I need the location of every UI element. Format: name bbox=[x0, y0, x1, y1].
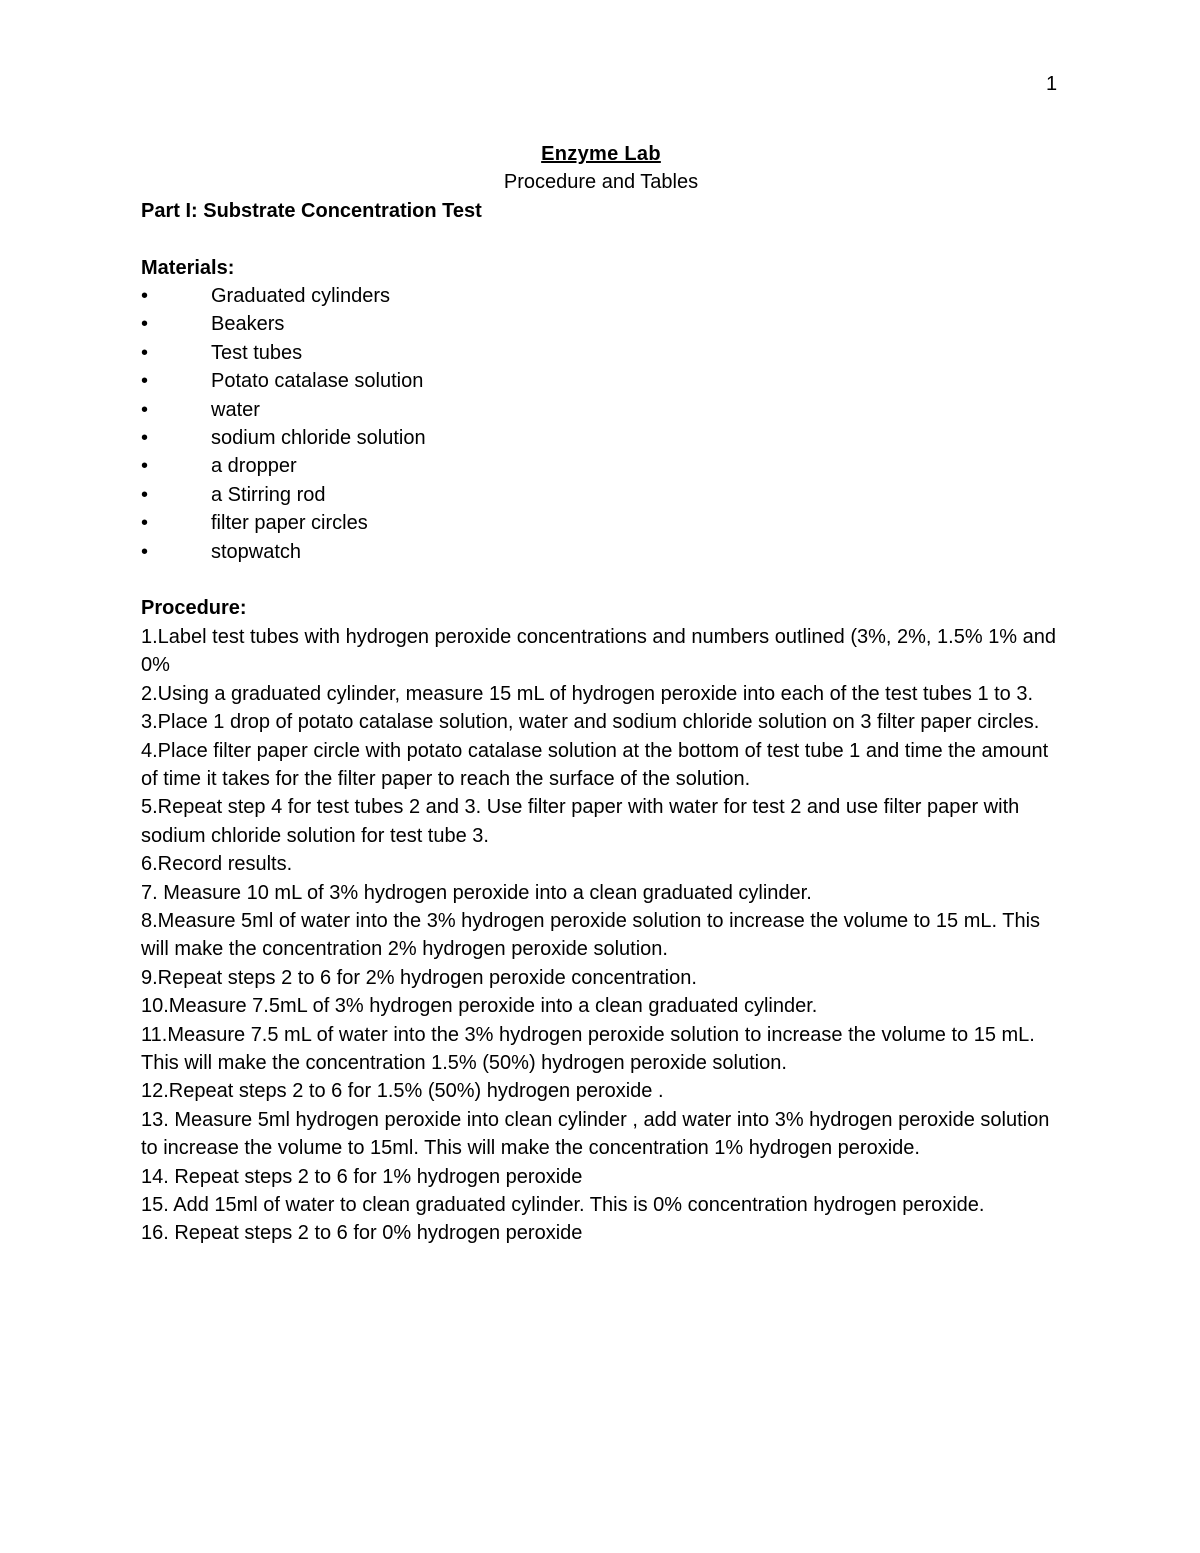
procedure-step: 1.Label test tubes with hydrogen peroxide concentrations and numbers outlined (3%, 2%, 1.5% 1% and 0% bbox=[141, 625, 1057, 677]
list-item bbox=[141, 538, 1061, 566]
document-title: Enzyme Lab bbox=[541, 143, 661, 165]
procedure-step: 12.Repeat steps 2 to 6 for 1.5% (50%) hydrogen peroxide . bbox=[141, 1080, 664, 1103]
document-subtitle: Procedure and Tables bbox=[503, 171, 699, 194]
bullet-icon: • bbox=[141, 483, 149, 506]
material-text: stopwatch bbox=[211, 540, 302, 563]
page-number: 1 bbox=[1046, 73, 1058, 95]
part-heading: Part I: Substrate Concentration Test bbox=[141, 199, 482, 222]
procedure-step: 9.Repeat steps 2 to 6 for 2% hydrogen peroxide concentration. bbox=[141, 966, 697, 989]
list-item bbox=[141, 509, 1061, 537]
document-body bbox=[141, 140, 1061, 1248]
bullet-icon: • bbox=[141, 512, 149, 535]
procedure-step: 6.Record results. bbox=[141, 853, 293, 876]
list-item bbox=[141, 282, 1061, 310]
procedure-heading: Procedure: bbox=[141, 597, 247, 620]
list-item bbox=[141, 396, 1061, 424]
bullet-icon: • bbox=[141, 427, 149, 450]
procedure-step: 5.Repeat step 4 for test tubes 2 and 3. Use filter paper with water for test 2 and use filter paper with sodium chloride solution for test tube 3. bbox=[141, 796, 1020, 847]
materials-list bbox=[141, 282, 1061, 566]
material-text: Potato catalase solution bbox=[211, 370, 424, 393]
list-item bbox=[141, 452, 1061, 480]
list-item bbox=[141, 424, 1061, 452]
list-item bbox=[141, 367, 1061, 395]
bullet-icon: • bbox=[141, 285, 149, 308]
bullet-icon: • bbox=[141, 540, 149, 563]
materials-heading: Materials: bbox=[141, 256, 235, 279]
procedure-step: 16. Repeat steps 2 to 6 for 0% hydrogen peroxide bbox=[141, 1222, 583, 1245]
material-text: sodium chloride solution bbox=[211, 427, 426, 450]
list-item bbox=[141, 339, 1061, 367]
procedure-list bbox=[141, 623, 1061, 1248]
material-text: a Stirring rod bbox=[211, 483, 326, 506]
bullet-icon: • bbox=[141, 313, 149, 336]
material-text: Graduated cylinders bbox=[211, 285, 390, 308]
procedure-step: 11.Measure 7.5 mL of water into the 3% hydrogen peroxide solution to increase the volume to 15 mL. This will make the concentration 1.5% (50%) hydrogen peroxide solution. bbox=[141, 1023, 1035, 1074]
procedure-step: 8.Measure 5ml of water into the 3% hydrogen peroxide solution to increase the volume to 15 mL. This will make the concentration 2% hydrogen peroxide solution. bbox=[141, 909, 1041, 961]
material-text: Test tubes bbox=[211, 341, 303, 364]
bullet-icon: • bbox=[141, 370, 149, 393]
bullet-icon: • bbox=[141, 398, 149, 421]
procedure-step: 13. Measure 5ml hydrogen peroxide into clean cylinder , add water into 3% hydrogen peroxide solution to increase the volume to 15ml. This will make the concentration 1% hydrogen peroxide. bbox=[141, 1108, 1050, 1160]
procedure-step: 4.Place filter paper circle with potato catalase solution at the bottom of test tube 1 and time the amount of time it takes for the filter paper to reach the surface of the solution. bbox=[141, 739, 1049, 790]
material-text: Beakers bbox=[211, 313, 285, 336]
procedure-step: 2.Using a graduated cylinder, measure 15 mL of hydrogen peroxide into each of the test tubes 1 to 3. bbox=[141, 682, 1034, 705]
material-text: filter paper circles bbox=[211, 512, 368, 535]
list-item bbox=[141, 310, 1061, 338]
list-item bbox=[141, 481, 1061, 509]
material-text: a dropper bbox=[211, 455, 297, 478]
procedure-step: 14. Repeat steps 2 to 6 for 1% hydrogen peroxide bbox=[141, 1165, 583, 1188]
blank-line bbox=[141, 566, 1061, 594]
material-text: water bbox=[211, 398, 260, 421]
bullet-icon: • bbox=[141, 455, 149, 478]
procedure-step: 7. Measure 10 mL of 3% hydrogen peroxide into a clean graduated cylinder. bbox=[141, 881, 812, 904]
procedure-step: 3.Place 1 drop of potato catalase solution, water and sodium chloride solution on 3 filter paper circles. bbox=[141, 711, 1040, 734]
procedure-step: 15. Add 15ml of water to clean graduated cylinder. This is 0% concentration hydrogen peroxide. bbox=[141, 1194, 985, 1216]
bullet-icon: • bbox=[141, 341, 149, 364]
procedure-step: 10.Measure 7.5mL of 3% hydrogen peroxide into a clean graduated cylinder. bbox=[141, 995, 818, 1018]
blank-line bbox=[141, 225, 1061, 253]
